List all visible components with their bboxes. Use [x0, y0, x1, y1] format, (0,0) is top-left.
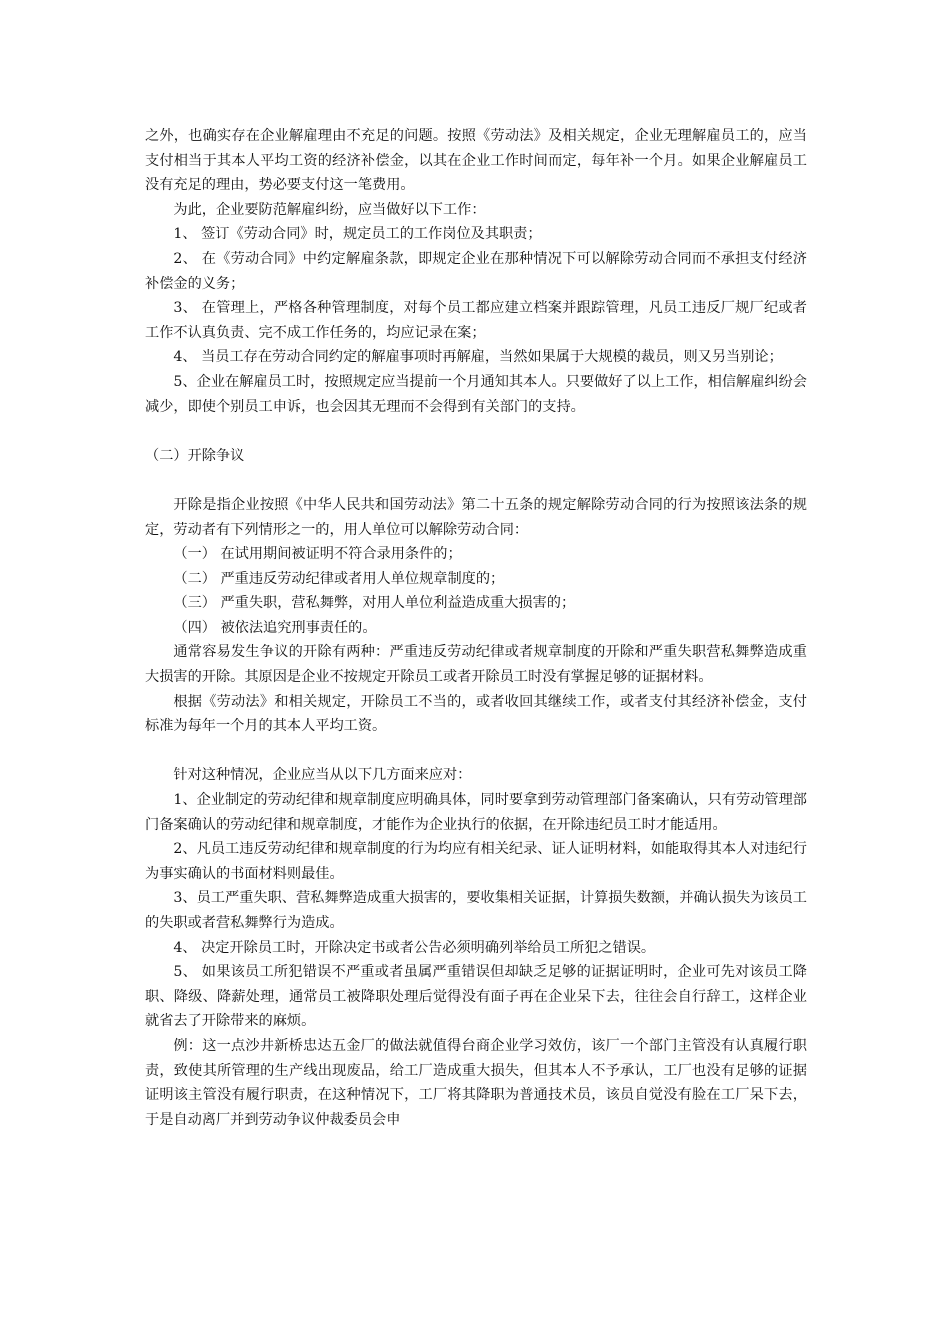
response-item-3: 3、员工严重失职、营私舞弊造成重大损害的，要收集相关证据，计算损失数额，并确认损失为该员工的失职或者营私舞弊行为造成。: [145, 890, 807, 931]
section-heading: （二）开除争议: [145, 447, 245, 464]
list-item-1: 1、 签订《劳动合同》时，规定员工的工作岗位及其职责；: [173, 226, 542, 243]
paragraph-legal-basis: 根据《劳动法》和相关规定，开除员工不当的，或者收回其继续工作，或者支付其经济补偿金，支付标准为每年一个月的其本人平均工资。: [145, 693, 807, 735]
clause-item-3: （三） 严重失职，营私舞弊，对用人单位利益造成重大损害的；: [173, 595, 576, 612]
clause-item-4: （四） 被依法追究刑事责任的。: [173, 619, 377, 636]
list-item-4: 4、 当员工存在劳动合同约定的解雇事项时再解雇，当然如果属于大规模的裁员，则又另当别论；: [173, 349, 783, 366]
document-page: [145, 124, 807, 1132]
paragraph-response-intro: 针对这种情况，企业应当从以下几方面来应对：: [173, 767, 472, 784]
paragraph-intro: 为此，企业要防范解雇纠纷，应当做好以下工作：: [173, 201, 486, 218]
list-item-5: 5、企业在解雇员工时，按照规定应当提前一个月通知其本人。只要做好了以上工作，相信解雇纠纷会减少，即使个别员工申诉，也会因其无理而不会得到有关部门的支持。: [145, 373, 807, 415]
paragraph-definition: 开除是指企业按照《中华人民共和国劳动法》第二十五条的规定解除劳动合同的行为按照该法条的规定，劳动者有下列情形之一的，用人单位可以解除劳动合同：: [145, 496, 807, 538]
response-item-2: 2、凡员工违反劳动纪律和规章制度的行为均应有相关纪录、证人证明材料，如能取得其本人对违纪行为事实确认的书面材料则最佳。: [145, 841, 807, 882]
list-item-2: 2、 在《劳动合同》中约定解雇条款，即规定企业在那种情况下可以解除劳动合同而不承担支付经济补偿金的义务；: [145, 250, 807, 292]
response-item-1: 1、企业制定的劳动纪律和规章制度应明确具体，同时要拿到劳动管理部门备案确认，只有劳动管理部门备案确认的劳动纪律和规章制度，才能作为企业执行的依据，在开除违纪员工时才能适用。: [145, 792, 807, 833]
clause-item-1: （一） 在试用期间被证明不符合录用条件的；: [173, 546, 462, 563]
clause-item-2: （二） 严重违反劳动纪律或者用人单位规章制度的；: [173, 570, 505, 587]
response-item-4: 4、 决定开除员工时，开除决定书或者公告必须明确列举给员工所犯之错误。: [173, 939, 656, 956]
response-item-5: 5、 如果该员工所犯错误不严重或者虽属严重错误但却缺乏足够的证据证明时，企业可先对该员工降职、降级、降薪处理，通常员工被降职处理后觉得没有面子再在企业呆下去，往往会自行辞工，这样企业就省去了开除带来的麻烦。: [145, 964, 807, 1030]
paragraph-example: 例：这一点沙井新桥忠达五金厂的做法就值得台商企业学习效仿，该厂一个部门主管没有认真履行职责，致使其所管理的生产线出现废品，给工厂造成重大损失，但其本人不予承认，工厂也没有足够的证据证明该主管没有履行职责，在这种情况下，工厂将其降职为普通技术员，该员自觉没有脸在工厂呆下去，于是自动离厂并到劳动争议仲裁委员会申: [145, 1037, 807, 1128]
paragraph-continuation: 之外，也确实存在企业解雇理由不充足的问题。按照《劳动法》及相关规定，企业无理解雇员工的，应当支付相当于其本人平均工资的经济补偿金，以其在企业工作时间而定，每年补一个月。如果企业解雇员工没有充足的理由，势必要支付这一笔费用。: [145, 128, 807, 194]
list-item-3: 3、 在管理上，严格各种管理制度，对每个员工都应建立档案并跟踪管理，凡员工违反厂规厂纪或者工作不认真负责、完不成工作任务的，均应记录在案；: [145, 300, 807, 341]
paragraph-common-disputes: 通常容易发生争议的开除有两种：严重违反劳动纪律或者规章制度的开除和严重失职营私舞弊造成重大损害的开除。其原因是企业不按规定开除员工或者开除员工时没有掌握足够的证据材料。: [145, 644, 807, 686]
